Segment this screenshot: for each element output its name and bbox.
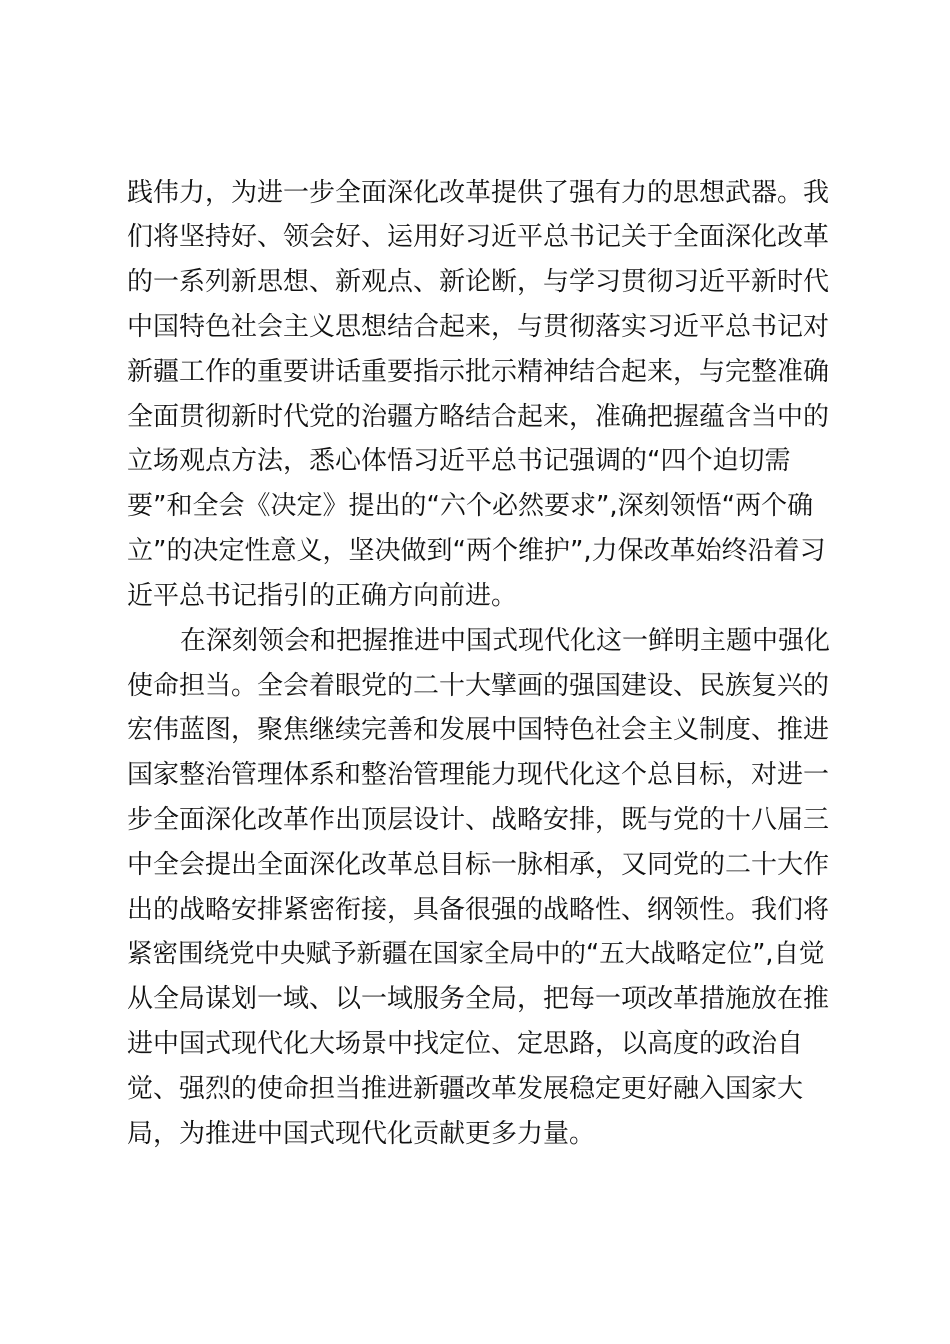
paragraph-2-line-9: 从全局谋划一域、以一域服务全局，把每一项改革措施放在推 (127, 984, 830, 1014)
paragraph-1-line-5: 新疆工作的重要讲话重要指示批示精神结合起来，与完整准确 (127, 357, 830, 387)
paragraph-2-line-11: 觉、强烈的使命担当推进新疆改革发展稳定更好融入国家大 (127, 1074, 804, 1104)
paragraph-2-line-6: 中全会提出全面深化改革总目标一脉相承，又同党的二十大作 (127, 850, 830, 880)
paragraph-1-line-1: 践伟力，为进一步全面深化改革提供了强有力的思想武器。我 (127, 178, 830, 208)
paragraph-2-line-10: 进中国式现代化大场景中找定位、定思路，以高度的政治自 (127, 1029, 804, 1059)
paragraph-1-line-2: 们将坚持好、领会好、运用好习近平总书记关于全面深化改革 (127, 222, 830, 252)
paragraph-2-line-5: 步全面深化改革作出顶层设计、战略安排，既与党的十八届三 (127, 805, 830, 835)
paragraph-1-line-4: 中国特色社会主义思想结合起来，与贯彻落实习近平总书记对 (127, 312, 830, 342)
paragraph-2-line-1: 在深刻领会和把握推进中国式现代化这一鲜明主题中强化 (180, 626, 831, 656)
paragraph-1-line-7: 立场观点方法，悉心体悟习近平总书记强调的“四个迫切需 (127, 446, 791, 476)
paragraph-1-line-10: 近平总书记指引的正确方向前进。 (127, 581, 518, 611)
paragraph-2-line-4: 国家整治管理体系和整治管理能力现代化这个总目标，对进一 (127, 760, 830, 790)
paragraph-2-line-3: 宏伟蓝图，聚焦继续完善和发展中国特色社会主义制度、推进 (127, 715, 830, 745)
paragraph-1-line-9: 立”的决定性意义，坚决做到“两个维护”,力保改革始终沿着习 (127, 536, 826, 566)
paragraph-2-line-8: 紧密围绕党中央赋予新疆在国家全局中的“五大战略定位”,自觉 (127, 939, 825, 969)
paragraph-2-line-12: 局，为推进中国式现代化贡献更多力量。 (127, 1119, 596, 1149)
paragraph-1-line-6: 全面贯彻新时代党的治疆方略结合起来，准确把握蕴含当中的 (127, 402, 830, 432)
paragraph-1-line-3: 的一系列新思想、新观点、新论断，与学习贯彻习近平新时代 (127, 267, 830, 297)
paragraph-1-line-8: 要”和全会《决定》提出的“六个必然要求”,深刻领悟“两个确 (127, 491, 814, 521)
paragraph-2-line-2: 使命担当。全会着眼党的二十大擘画的强国建设、民族复兴的 (127, 671, 830, 701)
paragraph-2-line-7: 出的战略安排紧密衔接，具备很强的战略性、纲领性。我们将 (127, 895, 830, 925)
